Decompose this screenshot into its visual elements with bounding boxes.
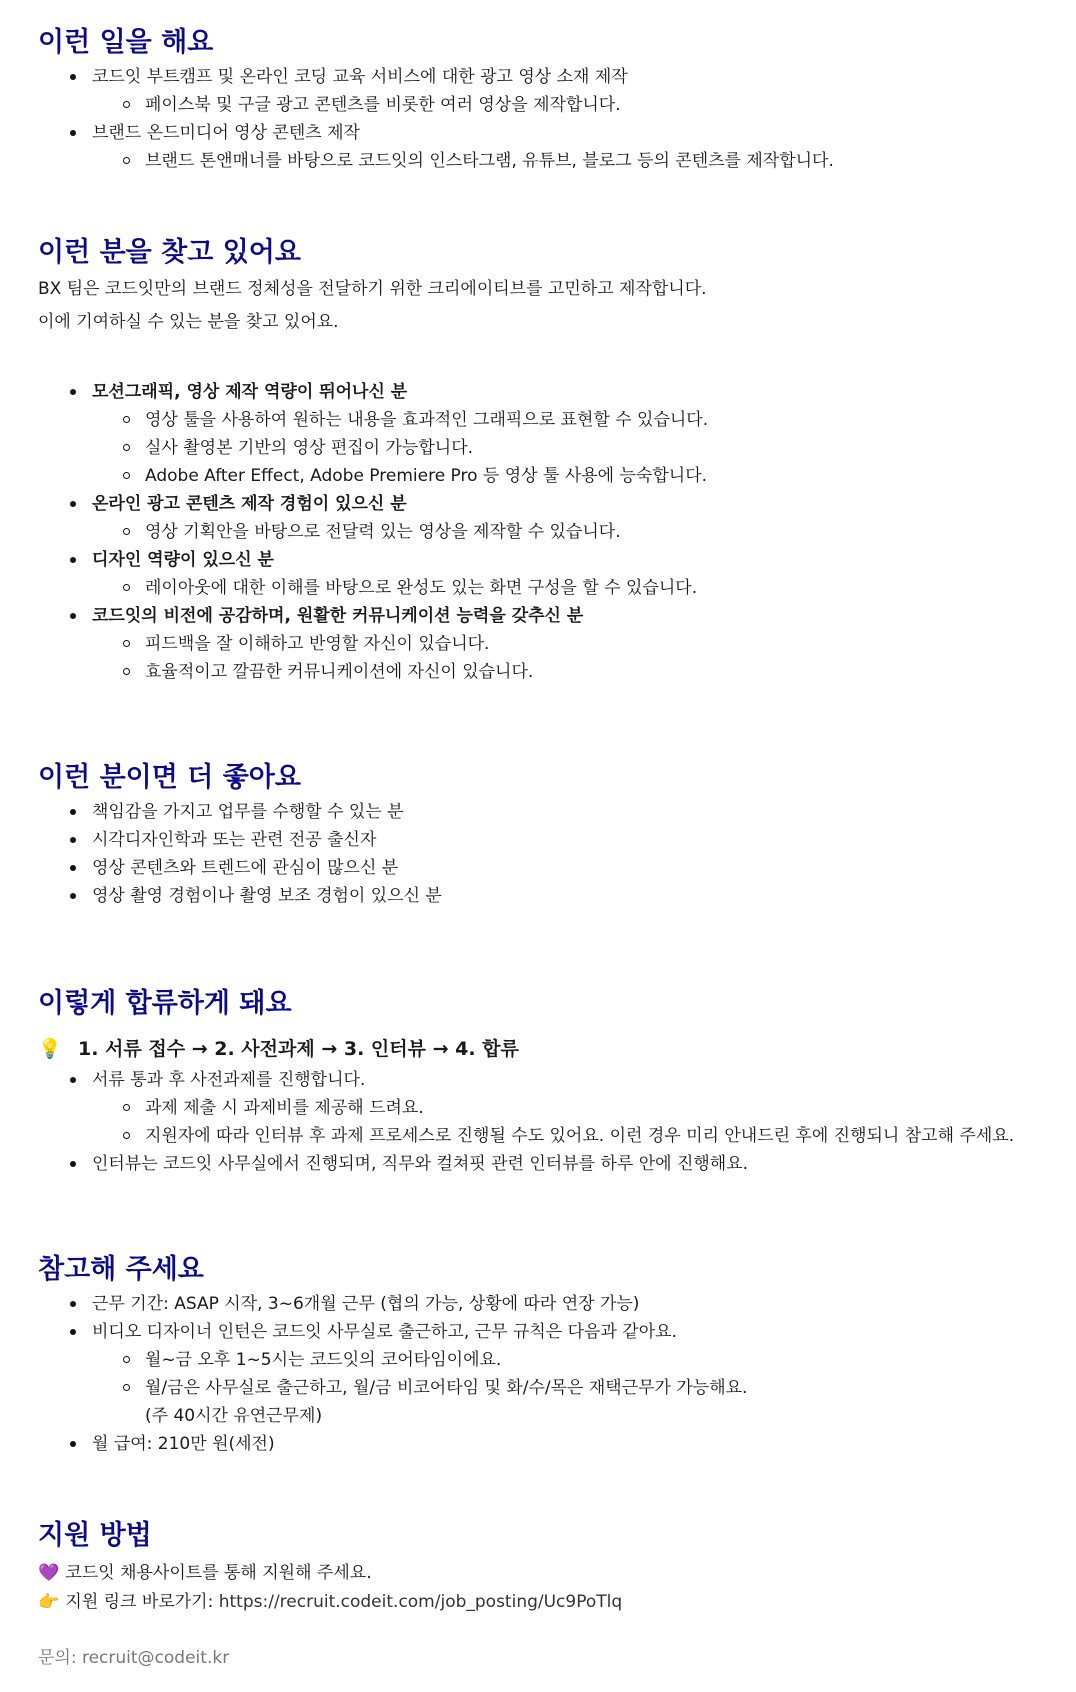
section-apply <box>38 1516 1056 1672</box>
list-item: 시각디자인학과 또는 관련 전공 출신자 <box>38 826 1056 854</box>
list-item: 책임감을 가지고 업무를 수행할 수 있는 분 <box>38 798 1056 826</box>
intro-text: 이에 기여하실 수 있는 분을 찾고 있어요. <box>38 312 339 332</box>
process-steps <box>38 1032 1056 1066</box>
contact-label: 문의: <box>38 1648 77 1668</box>
section-title: 이런 분을 찾고 있어요 <box>38 237 301 268</box>
section-title: 이렇게 합류하게 돼요 <box>38 988 292 1019</box>
list-item: 디자인 역량이 있으신 분 <box>38 546 1056 574</box>
purple-heart-icon: 💜 <box>38 1563 60 1583</box>
list-item: 지원자에 따라 인터뷰 후 과제 프로세스로 진행될 수도 있어요. 이런 경우 미리 안내드린 후에 진행되니 참고해 주세요. <box>38 1122 1056 1150</box>
list-item: 실사 촬영본 기반의 영상 편집이 가능합니다. <box>38 434 1056 462</box>
list-item: 페이스북 및 구글 광고 콘텐츠를 비롯한 여러 영상을 제작합니다. <box>38 91 1056 119</box>
list-item: 영상 툴을 사용하여 원하는 내용을 효과적인 그래픽으로 표현할 수 있습니다. <box>38 406 1056 434</box>
section-seeking <box>38 233 1056 686</box>
section-title: 이런 일을 해요 <box>38 27 214 58</box>
list-item: 인터뷰는 코드잇 사무실에서 진행되며, 직무와 컬쳐핏 관련 인터뷰를 하루 안에 진행해요. <box>38 1150 1056 1178</box>
list-item-continuation: (주 40시간 유연근무제) <box>145 1406 323 1426</box>
apply-text: 코드잇 채용사이트를 통해 지원해 주세요. <box>65 1563 372 1583</box>
section-work <box>38 23 1056 175</box>
list-item: 피드백을 잘 이해하고 반영할 자신이 있습니다. <box>38 630 1056 658</box>
intro-text: BX 팀은 코드잇만의 브랜드 정체성을 전달하기 위한 크리에이티브를 고민하고 제작합니다. <box>38 279 707 299</box>
section-preferred <box>38 758 1056 910</box>
list-item: 코드잇 부트캠프 및 온라인 코딩 교육 서비스에 대한 광고 영상 소재 제작 <box>38 63 1056 91</box>
list-item: 월 급여: 210만 원(세전) <box>38 1430 1056 1458</box>
list-item: 영상 촬영 경험이나 촬영 보조 경험이 있으신 분 <box>38 882 1056 910</box>
pointing-hand-icon: 👉 <box>38 1592 60 1612</box>
list-item: 서류 통과 후 사전과제를 진행합니다. <box>38 1066 1056 1094</box>
lightbulb-icon: 💡 <box>38 1038 62 1060</box>
list-item: 레이아웃에 대한 이해를 바탕으로 완성도 있는 화면 구성을 할 수 있습니다. <box>38 574 1056 602</box>
list-item: Adobe After Effect, Adobe Premiere Pro 등 영상 툴 사용에 능숙합니다. <box>38 462 1056 490</box>
list-item: 영상 기획안을 바탕으로 전달력 있는 영상을 제작할 수 있습니다. <box>38 518 1056 546</box>
list-item: 브랜드 온드미디어 영상 콘텐츠 제작 <box>38 119 1056 147</box>
list-item: 과제 제출 시 과제비를 제공해 드려요. <box>38 1094 1056 1122</box>
list-item: 월~금 오후 1~5시는 코드잇의 코어타임이에요. <box>38 1346 1056 1374</box>
list-item: 코드잇의 비전에 공감하며, 원활한 커뮤니케이션 능력을 갖추신 분 <box>38 602 1056 630</box>
list-item: 모션그래픽, 영상 제작 역량이 뛰어나신 분 <box>38 378 1056 406</box>
list-item: 비디오 디자이너 인턴은 코드잇 사무실로 출근하고, 근무 규칙은 다음과 같아요. <box>38 1318 1056 1346</box>
apply-line <box>38 1558 1056 1588</box>
list-item: 영상 콘텐츠와 트렌드에 관심이 많으신 분 <box>38 854 1056 882</box>
list-item: 브랜드 톤앤매너를 바탕으로 코드잇의 인스타그램, 유튜브, 블로그 등의 콘텐츠를 제작합니다. <box>38 147 1056 175</box>
apply-link[interactable]: https://recruit.codeit.com/job_posting/Uc9PoTlq <box>218 1592 623 1612</box>
list-item: 월/금은 사무실로 출근하고, 월/금 비코어타임 및 화/수/목은 재택근무가 가능해요. <box>38 1374 1056 1402</box>
section-title: 이런 분이면 더 좋아요 <box>38 762 301 793</box>
contact-line <box>38 1644 1056 1672</box>
apply-link-line <box>38 1588 1056 1616</box>
section-notes <box>38 1250 1056 1458</box>
apply-link-label: 지원 링크 바로가기: <box>65 1592 214 1612</box>
section-title: 참고해 주세요 <box>38 1254 204 1285</box>
section-process <box>38 984 1056 1178</box>
contact-email[interactable]: recruit@codeit.kr <box>81 1648 230 1668</box>
list-item: 근무 기간: ASAP 시작, 3~6개월 근무 (협의 가능, 상황에 따라 연장 가능) <box>38 1290 1056 1318</box>
process-steps-text: 1. 서류 접수 → 2. 사전과제 → 3. 인터뷰 → 4. 합류 <box>78 1038 519 1060</box>
list-item: 효율적이고 깔끔한 커뮤니케이션에 자신이 있습니다. <box>38 658 1056 686</box>
section-title: 지원 방법 <box>38 1520 152 1551</box>
list-item: 온라인 광고 콘텐츠 제작 경험이 있으신 분 <box>38 490 1056 518</box>
